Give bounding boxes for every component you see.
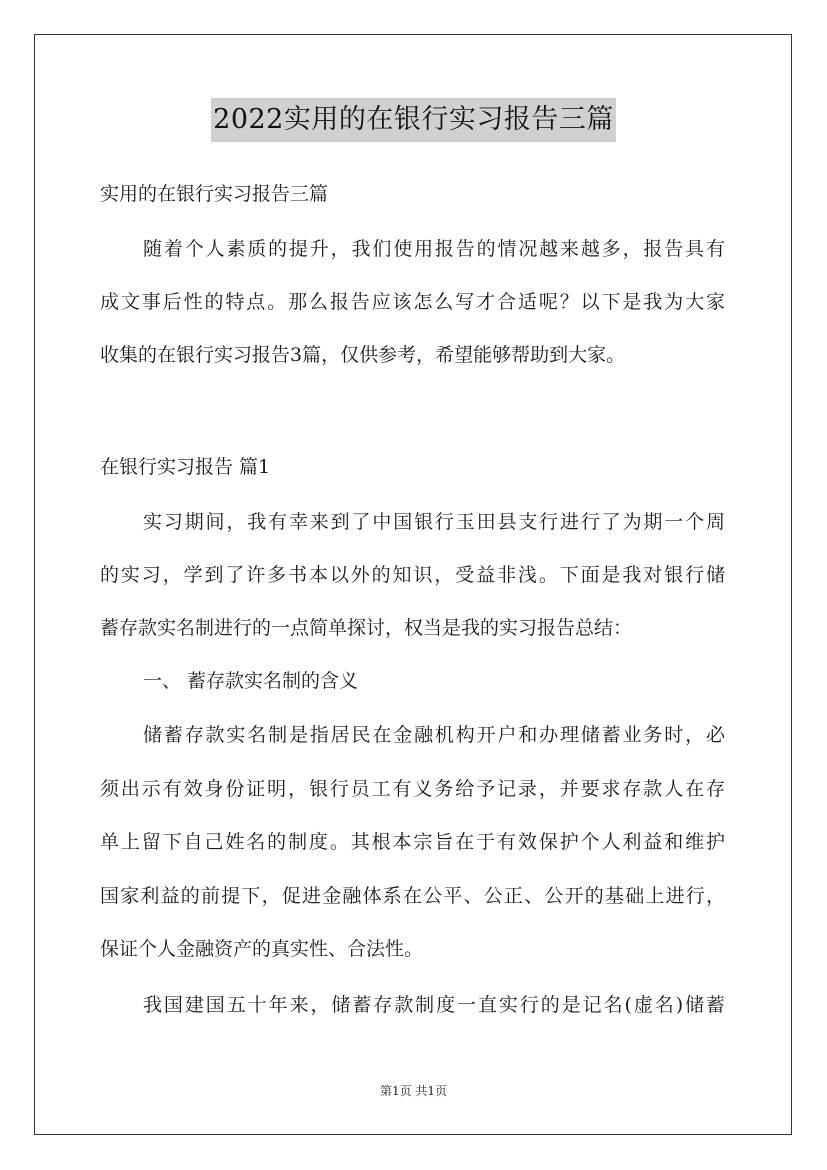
paragraph-line: 成文事后性的特点。那么报告应该怎么写才合适呢？以下是我为大家	[100, 291, 725, 313]
subsection-heading: 一、 蓄存款实名制的含义	[143, 670, 359, 692]
paragraph-line: 我国建国五十年来，储蓄存款制度一直实行的是记名(虚名)储蓄	[143, 994, 725, 1016]
paragraph-line: 储蓄存款实名制是指居民在金融机构开户和办理储蓄业务时，必	[143, 724, 725, 746]
section-heading: 在银行实习报告 篇1	[100, 456, 271, 478]
subtitle-line: 实用的在银行实习报告三篇	[100, 183, 329, 205]
paragraph-line: 须出示有效身份证明，银行员工有义务给予记录，并要求存款人在存	[100, 778, 725, 800]
paragraph-line: 实习期间，我有幸来到了中国银行玉田县支行进行了为期一个周	[143, 511, 725, 533]
paragraph-line: 蓄存款实名制进行的一点简单探讨，权当是我的实习报告总结：	[100, 617, 633, 639]
title-container	[0, 98, 827, 142]
paragraph-line: 单上留下自己姓名的制度。其根本宗旨在于有效保护个人利益和维护	[100, 831, 725, 853]
paragraph-line: 收集的在银行实习报告3篇，仅供参考，希望能够帮助到大家。	[100, 344, 626, 366]
paragraph-line: 保证个人金融资产的真实性、合法性。	[100, 938, 424, 960]
page-footer: 第1页 共1页	[379, 1084, 448, 1098]
paragraph-line: 国家利益的前提下，促进金融体系在公平、公正、公开的基础上进行，	[100, 885, 725, 907]
paragraph-line: 随着个人素质的提升，我们使用报告的情况越来越多，报告具有	[143, 238, 725, 260]
document-title: 2022实用的在银行实习报告三篇	[211, 98, 616, 142]
paragraph-line: 的实习，学到了许多书本以外的知识，受益非浅。下面是我对银行储	[100, 564, 725, 586]
